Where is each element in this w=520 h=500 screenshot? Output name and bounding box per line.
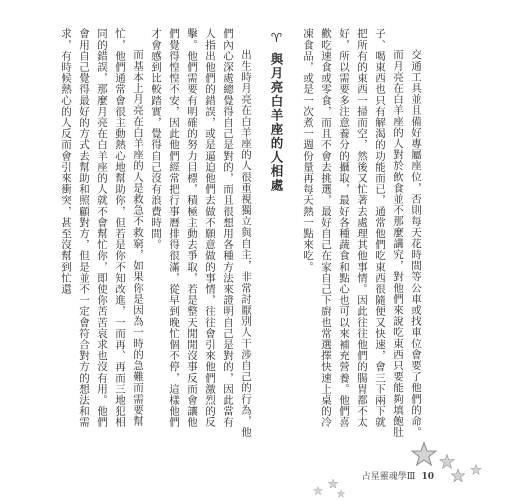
book-title: 占星靈魂學Ⅲ [361,472,416,482]
star-icon [328,479,338,488]
section-paragraph-2: 而基本上月亮在白羊座的人是救急不救窮，如果你是因為一時的急難而需要幫忙，他們通常會很主動熱心地幫助你，但若是你不知改進，一而再、再而三地犯相同的錯誤，那麼月亮在白羊座的人就不會幫忙你，即使你苦苦哀求也沒有用。他們會用自己覺得最好的方式去幫助和照顧對方，但是並不一定會符合對方的想法和需求，有時候熱心的人反而會引來衝突，甚至沒幫到忙還 [60,28,144,428]
aries-icon: ♈ [269,30,284,47]
star-icon [451,469,464,482]
star-icon [337,490,345,497]
section-heading-text: 與月亮白羊座的人相處 [269,52,284,193]
section-paragraph-1: 出生時月亮在白羊座的人很重視獨立與自主，非常討厭別人干涉自己的行為，他們內心深處總覺得自己是對的，而且很想用各種方法來證明自己是對的，因此當有人指出他們的錯誤，或是逼迫他們去做不願意做的事情，往往會引來他們激烈的反擊。他們需要有明確的努力目標，積極主動去爭取，若是整天閒閒沒事反而會讓他們覺得惶惶不安，因此他們經常把行事曆排得很滿，從早到晚忙個不停，這樣他們才會感到比較踏實，覺得自己沒有浪費時間。 [150,28,252,438]
star-icon [412,443,436,466]
star-icon [440,455,454,469]
intro-paragraph-2: 而月亮在白羊座的人對於飲食並不那麼講究，對他們來說吃東西只要能夠填飽肚子、喝東西也只有解渴的功能而已，通常他們吃東西很隨便又快速，會三下兩下就把所有的東西一掃而空，然後又忙著去處理其他事情。因此往往他們的腸胃都不太好，所以需要多注意養分的攝取，最好各種蔬食和點心也可以來補充營養。他們喜歡吃速食或零食，而且不會去挑選，最好自己在家自己下廚也常選擇快速上桌的冷凍食品，或是一次煮一週份量再每天熱一點來吃。 [302,28,404,438]
page-number: 10 [421,472,434,482]
page-body-text [60,28,425,438]
star-icon [314,487,323,495]
star-icon [471,465,481,475]
intro-paragraph-1: 交通工具並且備好專屬座位，否則每天花時間等公車或找車位會要了他們的命。 [410,49,422,438]
section-heading [267,28,285,438]
page-footer [362,469,434,482]
